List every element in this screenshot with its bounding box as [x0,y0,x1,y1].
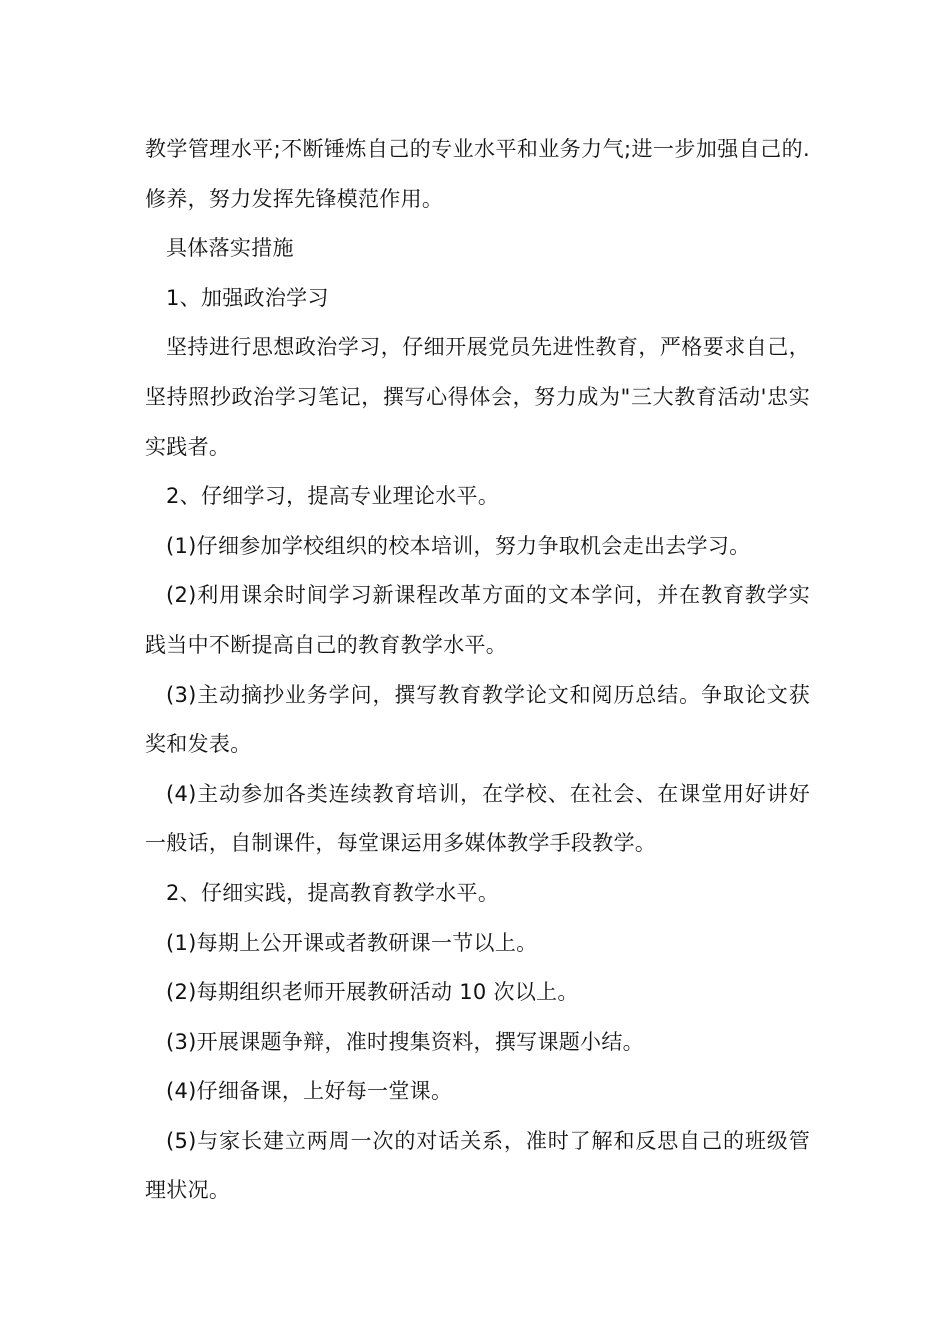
list-item: (5)与家长建立两周一次的对话关系，准时了解和反思自己的班级管理状况。 [145,1128,810,1203]
list-item: (3)开展课题争辩，准时搜集资料，撰写课题小结。 [166,1029,644,1054]
list-item: (4)仔细备课，上好每一堂课。 [166,1079,453,1104]
list-item: (1)仔细参加学校组织的校本培训，努力争取机会走出去学习。 [166,533,751,558]
document-body [145,125,810,1216]
section-heading: 具体落实措施 [166,236,294,261]
subheading-2: 2、仔细学习，提高专业理论水平。 [166,484,500,509]
paragraph-1: 教学管理水平;不断锤炼自己的专业水平和业务力气;进一步加强自己的.修养，努力发挥先锋模范作用。 [145,137,810,211]
list-item: (3)主动摘抄业务学问，撰写教育教学论文和阅历总结。争取论文获奖和发表。 [145,682,810,757]
subheading-3: 2、仔细实践，提高教育教学水平。 [166,880,500,905]
subheading-1: 1、加强政治学习 [166,285,329,310]
paragraph-political-study: 坚持进行思想政治学习，仔细开展党员先进性教育，严格要求自己，坚持照抄政治学习笔记，撰写心得体会，努力成为"三大教育活动'忠实实践者。 [145,335,810,459]
list-item: (2)利用课余时间学习新课程改革方面的文本学问，并在教育教学实践当中不断提高自己的教育教学水平。 [145,583,810,657]
list-item: (2)每期组织老师开展教研活动 10 次以上。 [166,980,579,1005]
list-item: (1)每期上公开课或者教研课一节以上。 [166,930,538,955]
list-item: (4)主动参加各类连续教育培训，在学校、在社会、在课堂用好讲好一般话，自制课件，每堂课运用多媒体教学手段教学。 [145,781,810,856]
